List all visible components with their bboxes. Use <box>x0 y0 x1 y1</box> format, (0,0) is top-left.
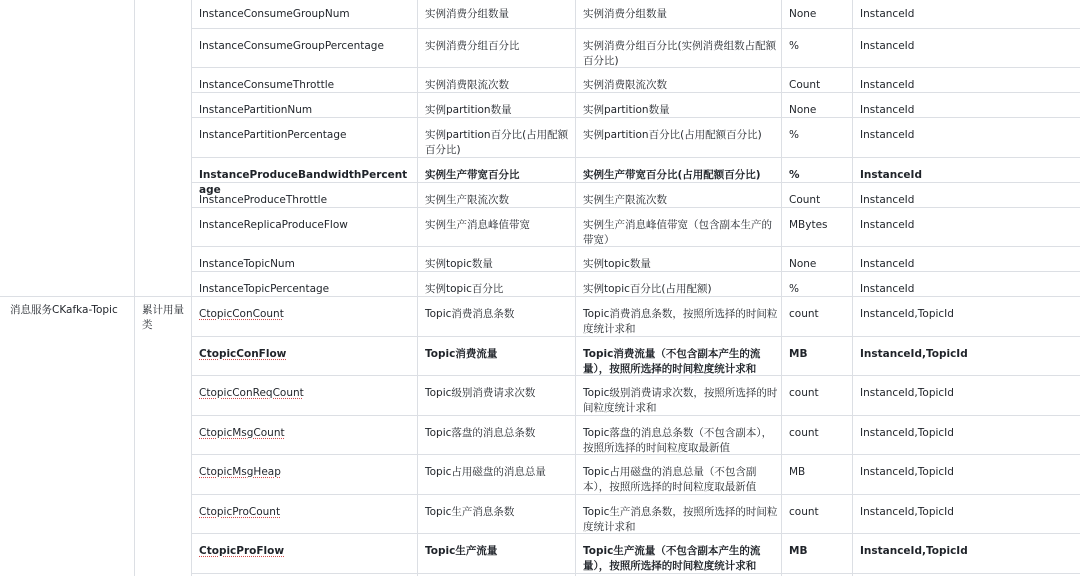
row-15-unit: count <box>789 506 819 518</box>
row-8-desc: 实例topic数量 <box>583 258 651 270</box>
row-3-name: 实例partition数量 <box>425 104 512 116</box>
metric-name: CtopicProCount <box>199 506 281 518</box>
row-0-dims: InstanceId <box>860 8 915 20</box>
row-1-desc: 实例消费分组百分比(实例消费组数占配额百分比) <box>583 40 777 67</box>
row-1-name: 实例消费分组百分比 <box>425 40 520 52</box>
row-0-metric: InstanceConsumeGroupNum <box>199 8 350 20</box>
row-14-metric <box>199 465 409 480</box>
row-11-name: Topic消费流量 <box>425 348 498 360</box>
row-14-name: Topic占用磁盘的消息总量 <box>425 466 546 478</box>
row-10-desc: Topic消费消息条数，按照所选择的时间粒度统计求和 <box>583 308 778 335</box>
row-1-metric: InstanceConsumeGroupPercentage <box>199 40 384 52</box>
row-3-desc: 实例partition数量 <box>583 104 670 116</box>
row-9-dims: InstanceId <box>860 283 915 295</box>
row-12-name: Topic级别消费请求次数 <box>425 387 536 399</box>
column-divider <box>781 0 782 576</box>
row-15-desc: Topic生产消息条数，按照所选择的时间粒度统计求和 <box>583 506 778 533</box>
row-divider <box>191 28 1080 29</box>
row-0-desc: 实例消费分组数量 <box>583 8 667 20</box>
metric-name: CtopicConFlow <box>199 348 287 360</box>
row-8-name: 实例topic数量 <box>425 258 493 270</box>
metric-name: CtopicConCount <box>199 308 284 320</box>
row-5-name: 实例生产带宽百分比 <box>425 169 520 181</box>
row-7-unit: MBytes <box>789 219 828 231</box>
row-11-unit: MB <box>789 348 808 360</box>
row-6-name: 实例生产限流次数 <box>425 194 509 206</box>
row-7-dims: InstanceId <box>860 219 915 231</box>
row-13-unit: count <box>789 427 819 439</box>
row-14-dims: InstanceId,TopicId <box>860 466 954 478</box>
row-5-desc: 实例生产带宽百分比(占用配额百分比) <box>583 169 761 181</box>
row-6-dims: InstanceId <box>860 194 915 206</box>
metric-name: CtopicMsgHeap <box>199 466 281 478</box>
row-16-name: Topic生产流量 <box>425 545 498 557</box>
service-cell: 消息服务CKafka-Topic <box>10 304 118 316</box>
row-15-name: Topic生产消息条数 <box>425 506 515 518</box>
row-11-dims: InstanceId,TopicId <box>860 348 968 360</box>
metric-name: CtopicMsgCount <box>199 427 285 439</box>
row-9-unit: % <box>789 283 799 295</box>
row-0-unit: None <box>789 8 817 20</box>
row-12-unit: count <box>789 387 819 399</box>
row-3-metric: InstancePartitionNum <box>199 104 313 116</box>
row-11-metric <box>199 347 409 362</box>
row-13-desc: Topic落盘的消息总条数（不包含副本），按照所选择的时间粒度取最新值 <box>583 427 773 454</box>
column-divider <box>417 0 418 576</box>
row-15-metric <box>199 505 409 520</box>
row-2-name: 实例消费限流次数 <box>425 79 509 91</box>
row-8-metric: InstanceTopicNum <box>199 258 295 270</box>
row-14-unit: MB <box>789 466 806 478</box>
metric-name: CtopicProFlow <box>199 545 285 557</box>
row-divider <box>191 157 1080 158</box>
row-6-unit: Count <box>789 194 821 206</box>
row-9-metric: InstanceTopicPercentage <box>199 283 330 295</box>
row-16-dims: InstanceId,TopicId <box>860 545 968 557</box>
category-cell: 累计用量类 <box>142 304 184 331</box>
row-5-unit: % <box>789 169 800 181</box>
row-10-dims: InstanceId,TopicId <box>860 308 954 320</box>
row-3-unit: None <box>789 104 817 116</box>
row-13-dims: InstanceId,TopicId <box>860 427 954 439</box>
row-5-dims: InstanceId <box>860 169 922 181</box>
row-7-name: 实例生产消息峰值带宽 <box>425 219 530 231</box>
row-2-dims: InstanceId <box>860 79 915 91</box>
row-2-metric: InstanceConsumeThrottle <box>199 79 335 91</box>
row-15-dims: InstanceId,TopicId <box>860 506 954 518</box>
row-13-metric <box>199 426 409 441</box>
row-4-dims: InstanceId <box>860 129 915 141</box>
row-4-unit: % <box>789 129 799 141</box>
row-16-unit: MB <box>789 545 808 557</box>
row-12-desc: Topic级别消费请求次数，按照所选择的时间粒度统计求和 <box>583 387 778 414</box>
column-divider <box>852 0 853 576</box>
row-4-desc: 实例partition百分比(占用配额百分比) <box>583 129 762 141</box>
row-1-dims: InstanceId <box>860 40 915 52</box>
row-6-metric: InstanceProduceThrottle <box>199 194 328 206</box>
row-10-unit: count <box>789 308 819 320</box>
row-2-unit: Count <box>789 79 821 91</box>
row-0-name: 实例消费分组数量 <box>425 8 509 20</box>
row-12-dims: InstanceId,TopicId <box>860 387 954 399</box>
row-8-unit: None <box>789 258 817 270</box>
row-12-metric <box>199 386 409 401</box>
column-divider <box>134 0 135 576</box>
row-8-dims: InstanceId <box>860 258 915 270</box>
column-divider <box>575 0 576 576</box>
row-2-desc: 实例消费限流次数 <box>583 79 667 91</box>
row-13-name: Topic落盘的消息总条数 <box>425 427 536 439</box>
row-6-desc: 实例生产限流次数 <box>583 194 667 206</box>
row-10-metric <box>199 307 409 322</box>
row-3-dims: InstanceId <box>860 104 915 116</box>
row-7-desc: 实例生产消息峰值带宽（包含副本生产的带宽） <box>583 219 772 246</box>
row-9-name: 实例topic百分比 <box>425 283 504 295</box>
row-14-desc: Topic占用磁盘的消息总量（不包含副本），按照所选择的时间粒度取最新值 <box>583 466 757 493</box>
metric-name: CtopicConReqCount <box>199 387 304 399</box>
row-5-metric: InstanceProduceBandwidthPercentage <box>199 169 408 196</box>
column-divider <box>191 0 192 576</box>
row-9-desc: 实例topic百分比(占用配额) <box>583 283 712 295</box>
row-4-name: 实例partition百分比(占用配额百分比) <box>425 129 569 156</box>
row-16-metric <box>199 544 409 559</box>
row-16-desc: Topic生产流量（不包含副本产生的流量），按照所选择的时间粒度统计求和 <box>583 545 761 572</box>
row-7-metric: InstanceReplicaProduceFlow <box>199 219 348 231</box>
row-10-name: Topic消费消息条数 <box>425 308 515 320</box>
row-1-unit: % <box>789 40 799 52</box>
row-11-desc: Topic消费流量（不包含副本产生的流量），按照所选择的时间粒度统计求和 <box>583 348 761 375</box>
row-4-metric: InstancePartitionPercentage <box>199 129 347 141</box>
group-divider <box>0 296 191 297</box>
